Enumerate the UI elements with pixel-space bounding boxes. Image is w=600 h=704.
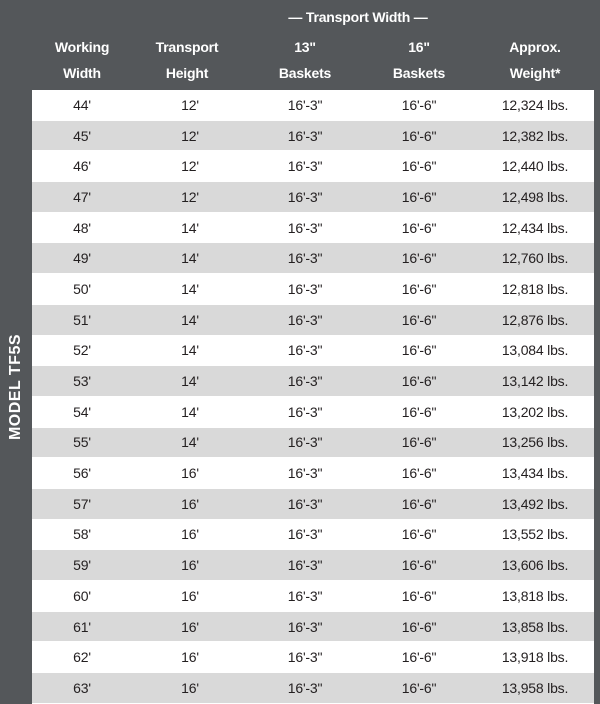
basket-13-cell: 16'-3" (248, 488, 362, 519)
column-header-line: Baskets (278, 65, 332, 81)
weight-cell: 12,876 lbs. (476, 304, 594, 335)
table-row (32, 642, 594, 673)
weight-cell: 12,440 lbs. (476, 151, 594, 182)
working-width-cell: 55' (32, 427, 132, 458)
column-header-transport-height (132, 34, 242, 90)
transport-height-cell: 12' (132, 151, 248, 182)
basket-13-cell: 16'-3" (248, 212, 362, 243)
weight-cell: 13,552 lbs. (476, 519, 594, 550)
basket-13-cell: 16'-3" (248, 182, 362, 213)
column-header-line: Working (54, 39, 110, 55)
basket-13-cell: 16'-3" (248, 581, 362, 612)
basket-13-cell: 16'-3" (248, 673, 362, 704)
column-header-16-baskets (362, 34, 476, 90)
basket-16-cell: 16'-6" (362, 212, 476, 243)
column-header-line: Approx. (509, 39, 561, 55)
weight-cell: 12,818 lbs. (476, 274, 594, 305)
table-row (32, 304, 594, 335)
weight-cell: 13,958 lbs. (476, 673, 594, 704)
weight-cell: 12,760 lbs. (476, 243, 594, 274)
transport-height-cell: 14' (132, 274, 248, 305)
basket-16-cell: 16'-6" (362, 427, 476, 458)
spec-table-body (32, 90, 594, 703)
working-width-cell: 61' (32, 611, 132, 642)
table-row (32, 611, 594, 642)
basket-13-cell: 16'-3" (248, 243, 362, 274)
weight-cell: 13,202 lbs. (476, 396, 594, 427)
basket-16-cell: 16'-6" (362, 151, 476, 182)
column-header-line: Baskets (392, 65, 446, 81)
working-width-cell: 63' (32, 673, 132, 704)
transport-height-cell: 14' (132, 427, 248, 458)
working-width-cell: 49' (32, 243, 132, 274)
transport-height-cell: 14' (132, 335, 248, 366)
basket-13-cell: 16'-3" (248, 396, 362, 427)
working-width-cell: 54' (32, 396, 132, 427)
transport-height-cell: 16' (132, 611, 248, 642)
transport-height-cell: 14' (132, 243, 248, 274)
weight-cell: 13,858 lbs. (476, 611, 594, 642)
weight-cell: 13,084 lbs. (476, 335, 594, 366)
basket-16-cell: 16'-6" (362, 458, 476, 489)
basket-16-cell: 16'-6" (362, 396, 476, 427)
basket-16-cell: 16'-6" (362, 673, 476, 704)
basket-13-cell: 16'-3" (248, 120, 362, 151)
working-width-cell: 52' (32, 335, 132, 366)
column-header-line: 13" (294, 39, 316, 55)
working-width-cell: 47' (32, 182, 132, 213)
basket-13-cell: 16'-3" (248, 304, 362, 335)
weight-cell: 12,324 lbs. (476, 90, 594, 120)
basket-13-cell: 16'-3" (248, 642, 362, 673)
transport-height-cell: 16' (132, 581, 248, 612)
working-width-cell: 51' (32, 304, 132, 335)
basket-13-cell: 16'-3" (248, 274, 362, 305)
table-row (32, 182, 594, 213)
weight-cell: 12,498 lbs. (476, 182, 594, 213)
basket-16-cell: 16'-6" (362, 335, 476, 366)
weight-cell: 12,434 lbs. (476, 212, 594, 243)
weight-cell: 13,818 lbs. (476, 581, 594, 612)
working-width-cell: 46' (32, 151, 132, 182)
basket-16-cell: 16'-6" (362, 581, 476, 612)
transport-height-cell: 12' (132, 90, 248, 120)
working-width-cell: 57' (32, 488, 132, 519)
column-header-13-baskets (248, 34, 362, 90)
working-width-cell: 44' (32, 90, 132, 120)
model-label-text: MODEL TF5S (7, 333, 24, 441)
basket-16-cell: 16'-6" (362, 274, 476, 305)
basket-13-cell: 16'-3" (248, 611, 362, 642)
working-width-cell: 53' (32, 366, 132, 397)
table-row (32, 396, 594, 427)
transport-height-cell: 16' (132, 673, 248, 704)
basket-13-cell: 16'-3" (248, 366, 362, 397)
basket-13-cell: 16'-3" (248, 550, 362, 581)
basket-16-cell: 16'-6" (362, 304, 476, 335)
table-row (32, 90, 594, 120)
basket-16-cell: 16'-6" (362, 488, 476, 519)
column-header-line: 16" (408, 39, 430, 55)
basket-13-cell: 16'-3" (248, 458, 362, 489)
basket-16-cell: 16'-6" (362, 90, 476, 120)
basket-16-cell: 16'-6" (362, 120, 476, 151)
basket-13-cell: 16'-3" (248, 519, 362, 550)
column-header-approx-weight (476, 34, 594, 90)
transport-height-cell: 16' (132, 550, 248, 581)
working-width-cell: 48' (32, 212, 132, 243)
table-row (32, 120, 594, 151)
weight-cell: 13,142 lbs. (476, 366, 594, 397)
basket-16-cell: 16'-6" (362, 550, 476, 581)
table-row (32, 274, 594, 305)
transport-height-cell: 12' (132, 120, 248, 151)
transport-height-cell: 14' (132, 396, 248, 427)
transport-height-cell: 14' (132, 304, 248, 335)
weight-cell: 13,492 lbs. (476, 488, 594, 519)
column-header-line: Width (63, 65, 101, 81)
working-width-cell: 50' (32, 274, 132, 305)
basket-16-cell: 16'-6" (362, 611, 476, 642)
basket-16-cell: 16'-6" (362, 366, 476, 397)
working-width-cell: 56' (32, 458, 132, 489)
working-width-cell: 45' (32, 120, 132, 151)
model-side-label (0, 90, 32, 684)
transport-height-cell: 14' (132, 212, 248, 243)
table-row (32, 335, 594, 366)
table-row (32, 519, 594, 550)
table-row (32, 427, 594, 458)
table-row (32, 581, 594, 612)
transport-height-cell: 16' (132, 642, 248, 673)
basket-16-cell: 16'-6" (362, 642, 476, 673)
table-row (32, 458, 594, 489)
working-width-cell: 58' (32, 519, 132, 550)
basket-16-cell: 16'-6" (362, 182, 476, 213)
transport-width-group-header: — Transport Width — (288, 9, 428, 25)
working-width-cell: 62' (32, 642, 132, 673)
weight-cell: 13,256 lbs. (476, 427, 594, 458)
table-row (32, 212, 594, 243)
table-row (32, 488, 594, 519)
column-header-line: Height (165, 65, 209, 81)
basket-13-cell: 16'-3" (248, 427, 362, 458)
transport-height-cell: 12' (132, 182, 248, 213)
table-row (32, 243, 594, 274)
basket-16-cell: 16'-6" (362, 519, 476, 550)
table-row (32, 550, 594, 581)
transport-height-cell: 16' (132, 519, 248, 550)
transport-height-cell: 16' (132, 488, 248, 519)
column-header-line: Weight* (509, 65, 561, 81)
working-width-cell: 59' (32, 550, 132, 581)
table-row (32, 151, 594, 182)
weight-cell: 13,434 lbs. (476, 458, 594, 489)
weight-cell: 13,918 lbs. (476, 642, 594, 673)
weight-cell: 13,606 lbs. (476, 550, 594, 581)
basket-16-cell: 16'-6" (362, 243, 476, 274)
basket-13-cell: 16'-3" (248, 151, 362, 182)
weight-cell: 12,382 lbs. (476, 120, 594, 151)
transport-height-cell: 14' (132, 366, 248, 397)
working-width-cell: 60' (32, 581, 132, 612)
basket-13-cell: 16'-3" (248, 90, 362, 120)
transport-height-cell: 16' (132, 458, 248, 489)
spec-table (32, 90, 594, 704)
table-row (32, 366, 594, 397)
column-header-line: Transport (155, 39, 219, 55)
column-header-working-width (32, 34, 132, 90)
basket-13-cell: 16'-3" (248, 335, 362, 366)
